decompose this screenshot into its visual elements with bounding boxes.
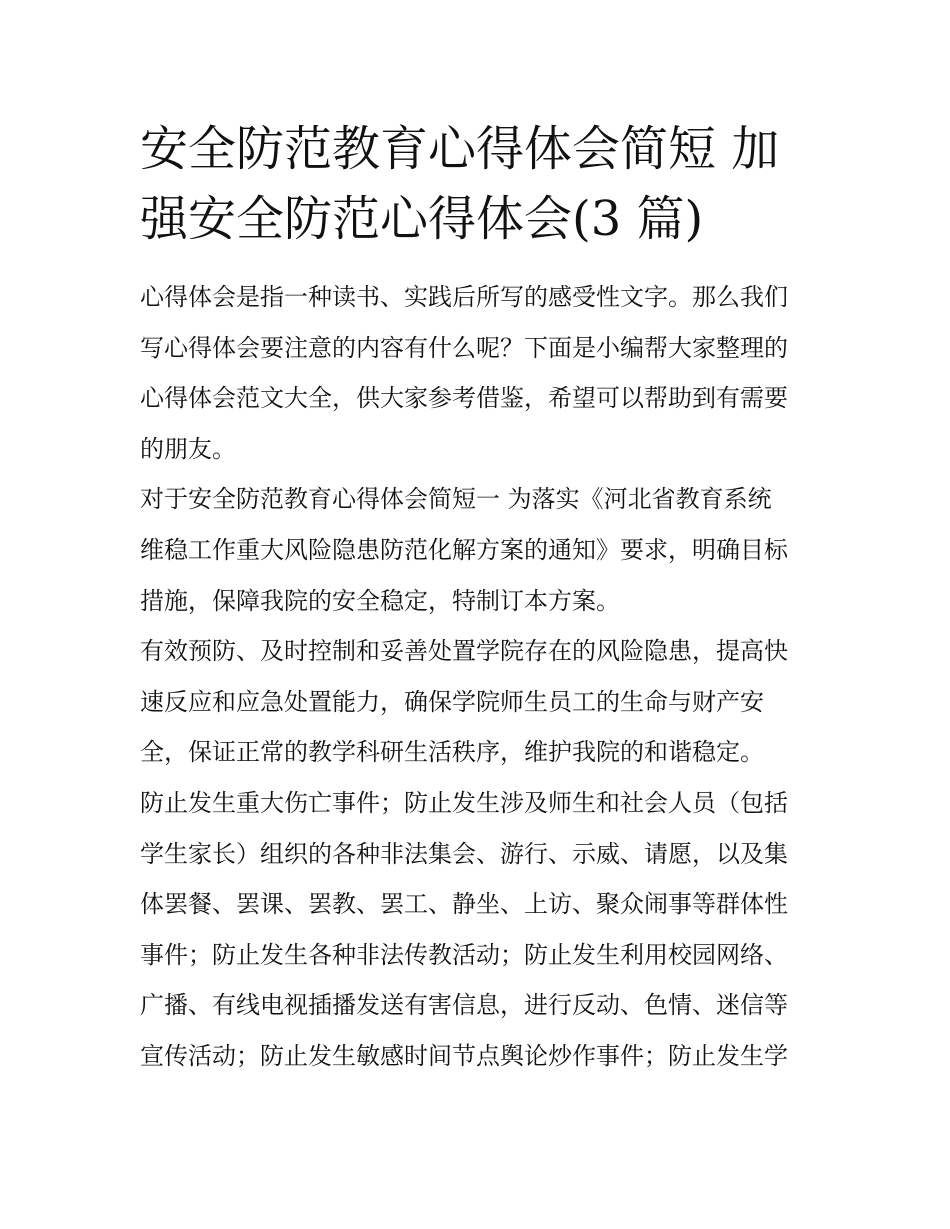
document-body: [140, 272, 812, 1082]
title-line: 强安全防范心得体会(3 篇): [140, 191, 704, 247]
paragraph-intro: [140, 272, 812, 474]
text-line: 的朋友。: [140, 434, 236, 463]
text-line: 维稳工作重大风险隐患防范化解方案的通知》要求，明确目标: [140, 535, 788, 564]
text-line: 宣传活动；防止发生敏感时间节点舆论炒作事件；防止发生学: [140, 1041, 788, 1070]
document-title: [140, 114, 820, 254]
text-line: 学生家长）组织的各种非法集会、游行、示威、请愿，以及集: [140, 839, 788, 868]
text-line: 防止发生重大伤亡事件；防止发生涉及师生和社会人员（包括: [140, 788, 788, 817]
paragraph-purpose: [140, 474, 812, 626]
text-line: 速反应和应急处置能力，确保学院师生员工的生命与财产安: [140, 687, 764, 716]
text-line: 对于安全防范教育心得体会简短一 为落实《河北省教育系统: [140, 485, 772, 514]
text-line: 有效预防、及时控制和妥善处置学院存在的风险隐患，提高快: [140, 637, 788, 666]
document-content: [140, 114, 812, 1082]
text-line: 事件；防止发生各种非法传教活动；防止发生利用校园网络、: [140, 940, 788, 969]
text-line: 措施，保障我院的安全稳定，特制订本方案。: [140, 586, 620, 615]
paragraph-goal: [140, 626, 812, 778]
text-line: 心得体会是指一种读书、实践后所写的感受性文字。那么我们: [140, 283, 788, 311]
text-line: 写心得体会要注意的内容有什么呢？下面是小编帮大家整理的: [140, 333, 788, 362]
title-line: 安全防范教育心得体会简短 加: [140, 121, 780, 177]
text-line: 心得体会范文大全，供大家参考借鉴，希望可以帮助到有需要: [140, 384, 788, 413]
text-line: 广播、有线电视插播发送有害信息，进行反动、色情、迷信等: [140, 991, 788, 1020]
text-line: 体罢餐、罢课、罢教、罢工、静坐、上访、聚众闹事等群体性: [140, 890, 788, 919]
paragraph-prevention: [140, 778, 812, 1082]
text-line: 全，保证正常的教学科研生活秩序，维护我院的和谐稳定。: [140, 738, 764, 767]
